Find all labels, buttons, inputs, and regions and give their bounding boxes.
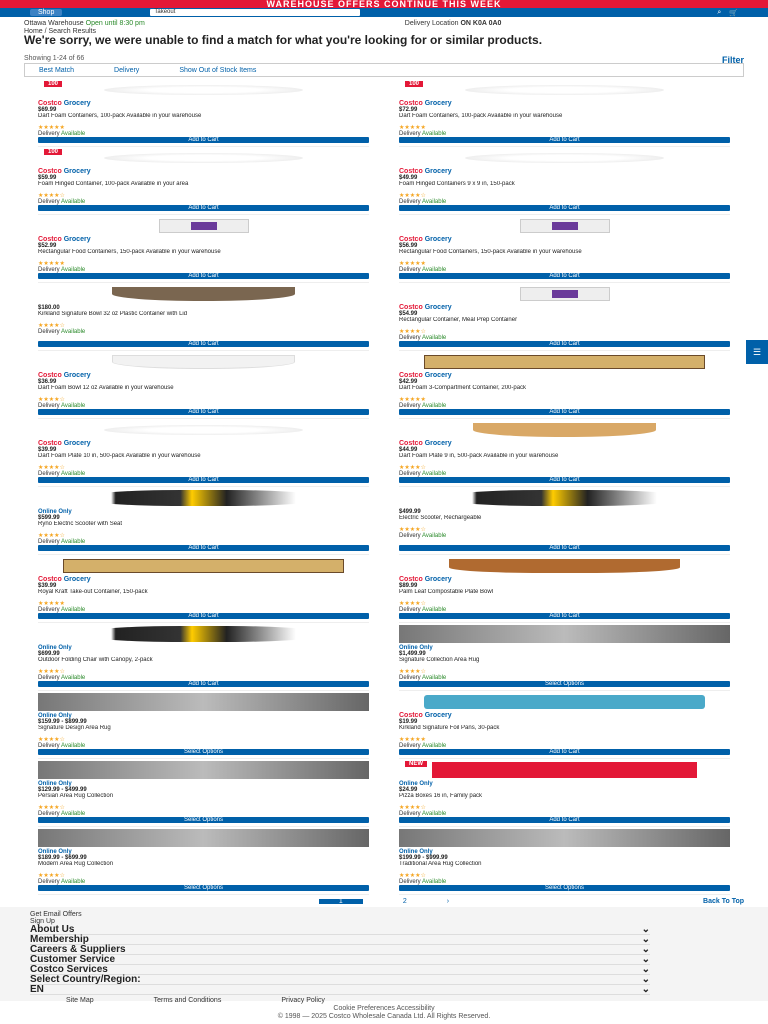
product-name[interactable]: Rectangular Food Containers, 150-pack Available in your warehouse [399, 249, 582, 255]
product-badge: 100 [44, 81, 62, 87]
product-name[interactable]: Traditional Area Rug Collection [399, 861, 482, 867]
online-only-tag: Online Only [38, 713, 72, 719]
add-to-cart-button[interactable]: Select Options [399, 885, 730, 891]
delivery-status: Delivery Available [399, 403, 447, 409]
show-out-of-stock-toggle[interactable]: Show Out of Stock Items [179, 66, 257, 74]
product-card[interactable] [38, 691, 369, 759]
footer-links [30, 925, 738, 995]
online-only-tag: Online Only [399, 645, 433, 651]
copyright: © 1998 — 2025 Costco Wholesale Canada Ltd. All Rights Reserved. [277, 1013, 491, 1020]
product-name[interactable]: Dart Foam Containers, 100-pack Available in your warehouse [399, 113, 563, 119]
product-name[interactable]: Ryno Electric Scooter with Seat [38, 521, 123, 527]
rating-stars: ★★★★☆ [399, 669, 426, 675]
delivery-status: Delivery Available [38, 267, 86, 273]
product-price: $72.99 [399, 107, 418, 113]
online-only-tag: Online Only [38, 849, 72, 855]
product-image[interactable] [38, 827, 369, 849]
delivery-status: Delivery Available [399, 811, 447, 817]
product-price: $499.99 [399, 509, 421, 515]
add-to-cart-button[interactable]: Add to Cart [399, 205, 730, 211]
product-image[interactable] [399, 79, 730, 101]
product-image[interactable] [399, 827, 730, 849]
rating-stars: ★★★★☆ [399, 465, 426, 471]
product-price: $699.99 [38, 651, 60, 657]
delivery-location[interactable]: Delivery Location ON K0A 0A0 [404, 19, 502, 27]
footer-link[interactable]: Select Country/Region: ⌄ [30, 974, 650, 985]
product-card[interactable] [399, 487, 730, 555]
product-card[interactable] [399, 623, 730, 691]
brand-tag: Costco Grocery [38, 168, 91, 175]
delivery-status: Delivery Available [38, 879, 86, 885]
product-name[interactable]: Signature Collection Area Rug [399, 657, 480, 663]
product-card[interactable] [399, 759, 730, 827]
delivery-status: Delivery Available [38, 607, 86, 613]
product-image[interactable] [38, 351, 369, 373]
product-badge: 100 [44, 149, 62, 155]
rating-stars: ★★★★★ [38, 125, 65, 131]
product-name[interactable]: Palm Leaf Compostable Plate Bowl [399, 589, 494, 595]
product-name[interactable]: Dart Foam Plate 10 in, 500-pack Available in your warehouse [38, 453, 201, 459]
feedback-icon: ☰ [752, 347, 762, 357]
brand-tag: Costco Grocery [399, 100, 452, 107]
brand-tag: Costco Grocery [399, 372, 452, 379]
product-price: $39.99 [38, 583, 57, 589]
product-name[interactable]: Kirkland Signature Foil Pans, 30-pack [399, 725, 500, 731]
product-card[interactable] [399, 827, 730, 895]
search-icon[interactable]: ⌕ [717, 8, 722, 16]
rating-stars: ★★★★☆ [38, 737, 65, 743]
product-name[interactable]: Rectangular Food Containers, 150-pack Available in your warehouse [38, 249, 221, 255]
online-only-tag: Online Only [38, 781, 72, 787]
add-to-cart-button[interactable]: Add to Cart [38, 137, 369, 143]
product-card[interactable] [38, 487, 369, 555]
rating-stars: ★★★★★ [38, 601, 65, 607]
delivery-status: Delivery Available [38, 743, 86, 749]
delivery-status: Delivery Available [399, 533, 447, 539]
add-to-cart-button[interactable]: Add to Cart [38, 273, 369, 279]
product-name[interactable]: Dart Foam Bowl 12 oz Available in your warehouse [38, 385, 174, 391]
rating-stars: ★★★★☆ [38, 397, 65, 403]
delivery-status: Delivery Available [38, 539, 86, 545]
product-price: $180.00 [38, 305, 60, 311]
product-card[interactable] [38, 215, 369, 283]
delivery-status: Delivery Available [399, 267, 447, 273]
product-name[interactable]: Dart Foam Containers, 100-pack Available in your warehouse [38, 113, 202, 119]
product-name[interactable]: Persian Area Rug Collection [38, 793, 114, 799]
product-price: $189.99 - $699.99 [38, 855, 87, 861]
delivery-status: Delivery Available [38, 329, 86, 335]
delivery-status: Delivery Available [399, 879, 447, 885]
chevron-down-icon: ⌄ [641, 934, 650, 945]
rating-stars: ★★★★★ [399, 261, 426, 267]
product-price: $599.99 [38, 515, 60, 521]
footer-link[interactable]: Membership ⌄ [30, 934, 650, 945]
add-to-cart-button[interactable]: Add to Cart [399, 273, 730, 279]
sort-controls [24, 63, 744, 77]
product-image[interactable] [399, 623, 730, 645]
product-price: $69.99 [38, 107, 57, 113]
online-only-tag: Online Only [399, 849, 433, 855]
product-price: $159.99 - $899.99 [38, 719, 87, 725]
delivery-status: Delivery Available [399, 471, 447, 477]
product-name[interactable]: Rectangular Container, Meal Prep Container [399, 317, 518, 323]
product-name[interactable]: Dart Foam Plate 9 in, 500-pack Available in your warehouse [399, 453, 559, 459]
footer-small-link[interactable]: Privacy Policy [281, 997, 325, 1004]
footer-link[interactable]: Careers & Suppliers ⌄ [30, 944, 650, 955]
footer-link[interactable]: EN ⌄ [30, 984, 650, 995]
delivery-status: Delivery Available [399, 675, 447, 681]
product-card[interactable] [399, 283, 730, 351]
product-image[interactable] [399, 147, 730, 169]
product-image[interactable] [399, 555, 730, 577]
rating-stars: ★★★★☆ [399, 805, 426, 811]
email-offers-heading: Get Email Offers [30, 911, 82, 918]
product-card[interactable] [399, 79, 730, 147]
next-page-icon[interactable]: › [446, 897, 450, 905]
back-to-top-link[interactable]: Back To Top [703, 897, 744, 905]
product-price: $54.99 [399, 311, 418, 317]
product-card[interactable] [399, 147, 730, 215]
delivery-status: Delivery Available [38, 471, 86, 477]
add-to-cart-button[interactable]: Select Options [38, 749, 369, 755]
delivery-status: Delivery Available [38, 811, 86, 817]
rating-stars: ★★★★☆ [38, 873, 65, 879]
pagination [0, 895, 768, 907]
rating-stars: ★★★★☆ [399, 601, 426, 607]
product-image[interactable] [399, 283, 730, 305]
brand-tag: Costco Grocery [399, 168, 452, 175]
add-to-cart-button[interactable]: Add to Cart [399, 613, 730, 619]
brand-tag: Costco Grocery [38, 576, 91, 583]
product-price: $1,499.99 [399, 651, 426, 657]
product-name[interactable]: Pizza Boxes 16 in, Family pack [399, 793, 483, 799]
product-grid [0, 79, 768, 895]
product-image[interactable] [399, 215, 730, 237]
product-image[interactable] [38, 79, 369, 101]
brand-tag: Costco Grocery [38, 440, 91, 447]
chevron-down-icon: ⌄ [641, 984, 650, 995]
brand-tag: Costco Grocery [399, 576, 452, 583]
product-name[interactable]: Kirkland Signature Bowl 32 oz Plastic Container with Lid [38, 311, 188, 317]
rating-stars: ★★★★★ [38, 261, 65, 267]
rating-stars: ★★★★★ [399, 125, 426, 131]
product-image[interactable] [38, 147, 369, 169]
add-to-cart-button[interactable]: Add to Cart [38, 681, 369, 687]
search-input[interactable]: Takeout [150, 9, 360, 16]
product-price: $24.99 [399, 787, 418, 793]
add-to-cart-button[interactable]: Select Options [399, 681, 730, 687]
top-nav [0, 8, 768, 17]
warehouse-selector[interactable]: Ottawa Warehouse Open until 8:30 pm [24, 19, 145, 27]
delivery-status: Delivery Available [38, 403, 86, 409]
rating-stars: ★★★★☆ [38, 465, 65, 471]
product-price: $36.99 [38, 379, 57, 385]
footer-link[interactable]: Costco Services ⌄ [30, 964, 650, 975]
rating-stars: ★★★★☆ [399, 193, 426, 199]
product-name[interactable]: Electric Scooter, Rechargeable [399, 515, 482, 521]
chevron-down-icon: ⌄ [641, 964, 650, 975]
add-to-cart-button[interactable]: Select Options [38, 817, 369, 823]
add-to-cart-button[interactable]: Add to Cart [399, 817, 730, 823]
product-image[interactable] [399, 351, 730, 373]
add-to-cart-button[interactable]: Add to Cart [38, 613, 369, 619]
product-price: $59.99 [38, 175, 57, 181]
product-price: $39.99 [38, 447, 57, 453]
product-price: $52.99 [38, 243, 57, 249]
product-card[interactable] [38, 79, 369, 147]
brand-tag: Costco Grocery [38, 100, 91, 107]
product-name[interactable]: Dart Foam 3-Compartment Container, 200-pack [399, 385, 527, 391]
product-card[interactable] [38, 623, 369, 691]
product-name[interactable]: Outdoor Folding Chair with Canopy, 2-pack [38, 657, 153, 663]
product-name[interactable]: Signature Design Area Rug [38, 725, 111, 731]
product-price: $44.99 [399, 447, 418, 453]
signup-link[interactable]: Sign Up [30, 918, 55, 925]
product-image[interactable] [38, 215, 369, 237]
product-badge: 100 [405, 81, 423, 87]
product-card[interactable] [38, 555, 369, 623]
breadcrumb[interactable]: Home / Search Results [24, 28, 96, 35]
product-card[interactable] [38, 759, 369, 827]
footer-link[interactable]: About Us ⌄ [30, 924, 650, 935]
product-image[interactable] [38, 759, 369, 781]
product-image[interactable] [38, 691, 369, 713]
chevron-down-icon: ⌄ [641, 944, 650, 955]
product-image[interactable] [38, 419, 369, 441]
online-only-tag: Online Only [38, 645, 72, 651]
online-only-tag: Online Only [38, 509, 72, 515]
product-price: $56.99 [399, 243, 418, 249]
add-to-cart-button[interactable]: Add to Cart [399, 545, 730, 551]
brand-tag: Costco Grocery [399, 712, 452, 719]
footer-link[interactable]: Customer Service ⌄ [30, 954, 650, 965]
brand-tag: Costco Grocery [399, 236, 452, 243]
product-price: $129.99 - $499.99 [38, 787, 87, 793]
add-to-cart-button[interactable]: Add to Cart [38, 545, 369, 551]
brand-tag: Costco Grocery [399, 440, 452, 447]
product-card[interactable] [399, 419, 730, 487]
add-to-cart-button[interactable]: Add to Cart [38, 341, 369, 347]
chevron-down-icon: ⌄ [641, 954, 650, 965]
product-price: $89.99 [399, 583, 418, 589]
delivery-status: Delivery Available [38, 131, 86, 137]
product-image[interactable] [399, 487, 730, 509]
footer-small-link[interactable]: Terms and Conditions [153, 997, 222, 1004]
product-price: $49.99 [399, 175, 418, 181]
promo-banner[interactable]: WAREHOUSE OFFERS CONTINUE THIS WEEK [0, 0, 768, 8]
add-to-cart-button[interactable]: Add to Cart [399, 137, 730, 143]
product-price: $19.99 [399, 719, 418, 725]
product-name[interactable]: Foam Hinged Container, 100-pack Available in your area [38, 181, 189, 187]
rating-stars: ★★★★☆ [38, 669, 65, 675]
rating-stars: ★★★★☆ [38, 805, 65, 811]
product-image[interactable] [38, 555, 369, 577]
rating-stars: ★★★★☆ [38, 533, 65, 539]
product-image[interactable] [399, 419, 730, 441]
footer-small-links [30, 997, 738, 1004]
footer-small-links-2[interactable]: Cookie Preferences Accessibility [333, 1005, 435, 1012]
product-card[interactable] [38, 419, 369, 487]
product-card[interactable] [38, 147, 369, 215]
footer-small-link[interactable]: Site Map [66, 997, 94, 1004]
chevron-down-icon: ⌄ [641, 974, 650, 985]
filter-button[interactable]: Filter [721, 55, 744, 65]
product-name[interactable]: Modern Area Rug Collection [38, 861, 114, 867]
rating-stars: ★★★★★ [399, 397, 426, 403]
add-to-cart-button[interactable]: Add to Cart [399, 749, 730, 755]
rating-stars: ★★★★☆ [399, 329, 426, 335]
rating-stars: ★★★★☆ [38, 323, 65, 329]
delivery-status: Delivery Available [38, 675, 86, 681]
product-card[interactable] [399, 555, 730, 623]
product-card[interactable] [38, 283, 369, 351]
rating-stars: ★★★★☆ [38, 193, 65, 199]
add-to-cart-button[interactable]: Add to Cart [38, 205, 369, 211]
delivery-status: Delivery Available [399, 199, 447, 205]
delivery-status: Delivery Available [399, 743, 447, 749]
cart-icon[interactable]: 🛒 [729, 9, 738, 17]
product-image[interactable] [38, 487, 369, 509]
brand-tag: Costco Grocery [399, 304, 452, 311]
add-to-cart-button[interactable]: Select Options [38, 885, 369, 891]
product-card[interactable] [38, 827, 369, 895]
rating-stars: ★★★★☆ [399, 527, 426, 533]
add-to-cart-button[interactable]: Add to Cart [399, 477, 730, 483]
product-card[interactable] [399, 691, 730, 759]
shop-menu-button[interactable]: Shop [30, 9, 62, 16]
delivery-status: Delivery Available [399, 335, 447, 341]
add-to-cart-button[interactable]: Add to Cart [399, 341, 730, 347]
product-card[interactable] [38, 351, 369, 419]
product-card[interactable] [399, 351, 730, 419]
delivery-status: Delivery Available [399, 131, 447, 137]
add-to-cart-button[interactable]: Add to Cart [399, 409, 730, 415]
product-badge: NEW [405, 761, 427, 767]
product-image[interactable] [399, 691, 730, 713]
location-bar [0, 17, 768, 29]
add-to-cart-button[interactable]: Add to Cart [38, 477, 369, 483]
product-image[interactable] [38, 283, 369, 305]
sort-select[interactable]: Best Match [39, 66, 75, 74]
page-current[interactable]: 1 [319, 899, 363, 904]
page-title: We're sorry, we were unable to find a match for what you're looking for or similar products. [24, 35, 543, 47]
feedback-tab[interactable] [746, 340, 768, 364]
product-card[interactable] [399, 215, 730, 283]
rating-stars: ★★★★★ [399, 737, 426, 743]
rating-stars: ★★★★☆ [399, 873, 426, 879]
brand-tag: Costco Grocery [38, 236, 91, 243]
brand-tag: Costco Grocery [38, 372, 91, 379]
online-only-tag: Online Only [399, 781, 433, 787]
product-image[interactable] [38, 623, 369, 645]
product-price: $42.99 [399, 379, 418, 385]
page-next[interactable]: 2 [402, 897, 407, 905]
delivery-filter[interactable]: Delivery [114, 66, 140, 74]
product-name[interactable]: Foam Hinged Containers 9 x 9 in, 150-pack [399, 181, 515, 187]
add-to-cart-button[interactable]: Add to Cart [38, 409, 369, 415]
product-name[interactable]: Royal Kraft Take-out Container, 150-pack [38, 589, 148, 595]
product-image[interactable] [399, 759, 730, 781]
delivery-status: Delivery Available [38, 199, 86, 205]
delivery-status: Delivery Available [399, 607, 447, 613]
result-count: Showing 1-24 of 66 [24, 55, 85, 62]
chevron-down-icon: ⌄ [641, 924, 650, 935]
footer [0, 907, 768, 1020]
product-price: $199.99 - $999.99 [399, 855, 448, 861]
